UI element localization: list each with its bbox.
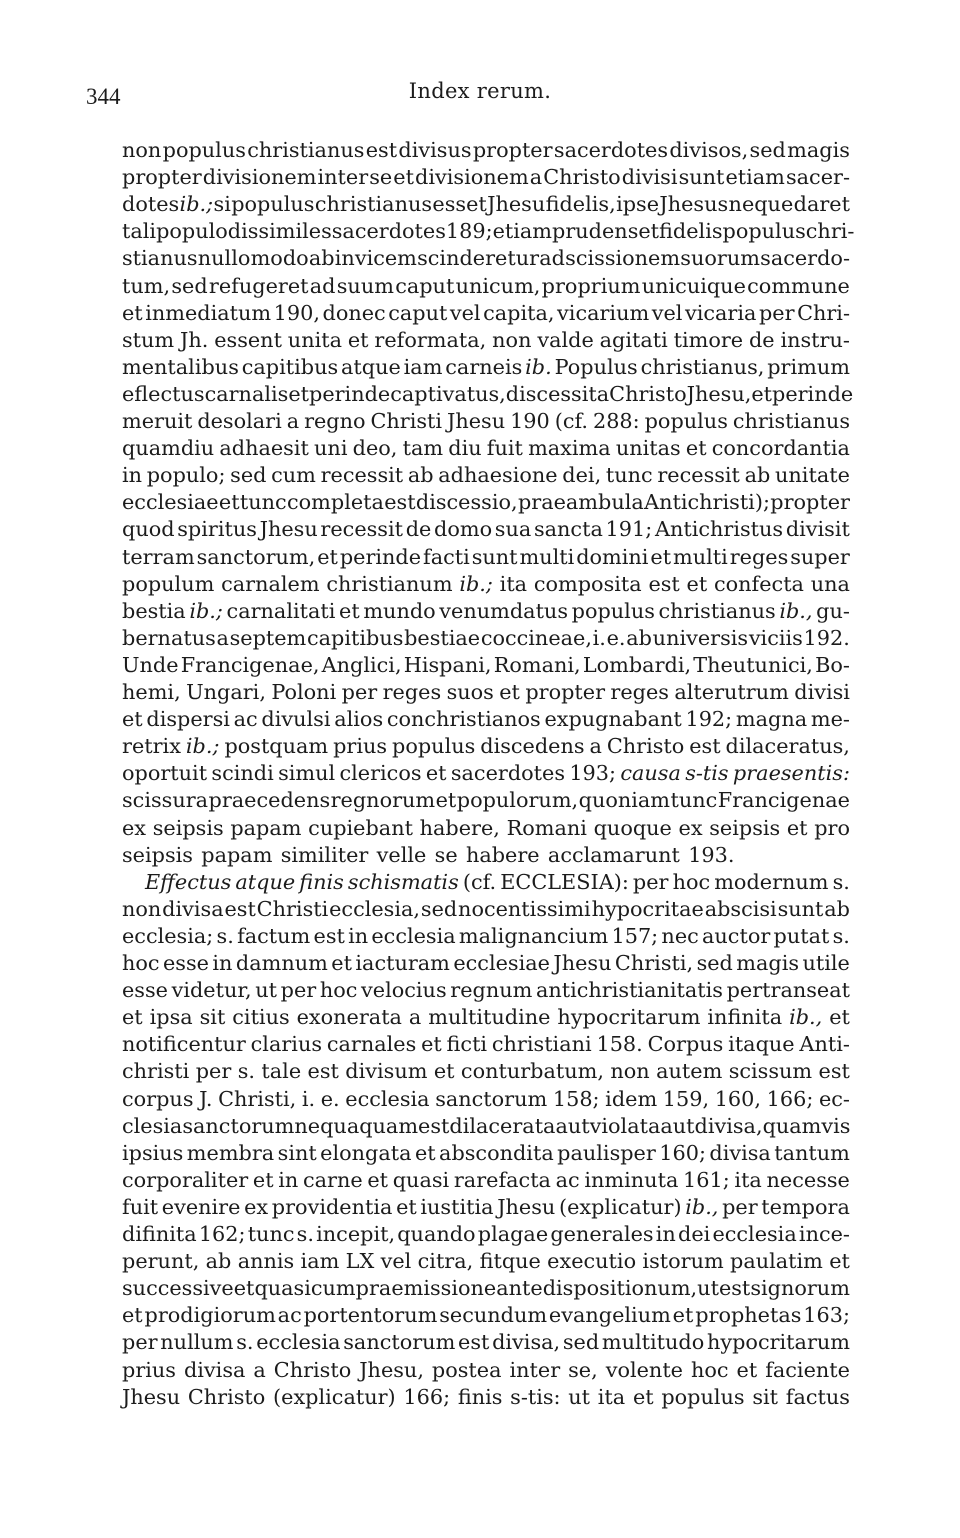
text-line: scissura praecedens regnorum et populorum, quoniam tunc Francigenae xyxy=(122,788,850,813)
running-head: Index rerum. xyxy=(408,79,552,103)
text-line: in populo; sed cum recessit ab adhaesione dei, tunc recessit ab unitate xyxy=(122,463,850,488)
text-line: non divisa est Christi ecclesia, sed nocentissimi hypocritae abscisi sunt ab xyxy=(122,896,850,921)
text-line: quod spiritus Jhesu recessit de domo sua sancta 191; Antichristus divisit xyxy=(122,517,850,542)
text-line: et ipsa sit citius exonerata a multitudine hypocritarum infinita ib., et xyxy=(122,1005,850,1030)
text-line: et dispersi ac divulsi alios conchristianos expugnabant 192; magna me- xyxy=(122,707,850,732)
text-line: stianus nullo modo ab invicem scinderetur ad scissionem suorum sacerdo- xyxy=(122,246,850,271)
text-line: perunt, ab annis iam LX vel citra, fitque executio istorum paulatim et xyxy=(122,1249,850,1274)
text-line: clesia sanctorum nequaquam est dilacerata aut violata aut divisa, quamvis xyxy=(122,1113,851,1138)
page-number: 344 xyxy=(86,84,121,109)
text-line: notificentur clarius carnales et ficti christiani 158. Corpus itaque Anti- xyxy=(122,1032,850,1057)
text-line: eflectus carnalis et perinde captivatus, discessit a Christo Jhesu, et perinde xyxy=(122,381,854,406)
text-line: difinita 162; tunc s. incepit, quando plagae generales in dei ecclesia ince- xyxy=(122,1222,850,1246)
text-line: esse videtur, ut per hoc velocius regnum antichristianitatis pertranseat xyxy=(122,978,850,1003)
text-line: ecclesia; s. factum est in ecclesia malignancium 157; nec auctor putat s. xyxy=(122,923,850,948)
text-line: et prodigiorum ac portentorum secundum evangelium et prophetas 163; xyxy=(122,1303,850,1328)
text-line: prius divisa a Christo Jhesu, postea inter se, volente hoc et faciente xyxy=(122,1357,850,1382)
text-line: Unde Francigenae, Anglici, Hispani, Romani, Lombardi, Theutunici, Bo- xyxy=(122,652,850,677)
text-line: quamdiu adhaesit uni deo, tam diu fuit maxima unitas et concordantia xyxy=(122,436,850,461)
text-line: dotes ib.; si populus christianus esset Jhesu fidelis, ipse Jhesus neque daret xyxy=(122,192,850,217)
text-line: ipsius membra sint elongata et abscondita paulisper 160; divisa tantum xyxy=(122,1140,850,1165)
text-line: tum, sed refugeret ad suum caput unicum, proprium unicuique commune xyxy=(122,273,850,298)
text-line: stum Jh. essent unita et reformata, non valde agitati timore de instru- xyxy=(122,327,850,352)
text-line: propter divisionem inter se et divisionem a Christo divisi sunt etiam sacer- xyxy=(122,165,850,190)
text-line: et inmediatum 190, donec caput vel capita, vicarium vel vicaria per Chri- xyxy=(122,300,850,325)
text-line: corporaliter et in carne et quasi rarefacta ac inminuta 161; ita necesse xyxy=(122,1167,850,1192)
text-line: bestia ib.; carnalitati et mundo venumdatus populus christianus ib., gu- xyxy=(122,598,850,623)
text-line: hemi, Ungari, Poloni per reges suos et propter reges alterutrum divisi xyxy=(122,680,850,704)
text-line: oportuit scindi simul clericos et sacerdotes 193; causa s-tis praesentis: xyxy=(122,761,850,786)
text-line: bernatus a septem capitibus bestiae coccineae, i. e. ab universis viciis 192. xyxy=(122,625,850,650)
text-line: successive et quasi cum praemissione antedispositionum, ut est signorum xyxy=(122,1276,850,1301)
text-line: seipsis papam similiter velle se habere acclamarunt 193. xyxy=(122,842,735,867)
text-line: ecclesiae et tunc completa est discessio, praeambula Antichristi); propter xyxy=(122,490,850,515)
text-line: meruit desolari a regno Christi Jhesu 190 (cf. 288: populus christianus xyxy=(122,409,850,433)
text-line: fuit evenire ex providentia et iustitia Jhesu (explicatur) ib., per tempora xyxy=(122,1194,850,1219)
text-line: tali populo dissimiles sacerdotes 189; etiam prudens et fidelis populus chri- xyxy=(122,219,855,244)
text-line: ex seipsis papam cupiebant habere, Romani quoque ex seipsis et pro xyxy=(122,815,850,840)
text-line: Effectus atque finis schismatis (cf. ECCLESIA): per hoc modernum s. xyxy=(145,869,850,894)
text-line: christi per s. tale est divisum et conturbatum, non autem scissum est xyxy=(122,1059,850,1084)
text-line: terram sanctorum, et perinde facti sunt multi domini et multi reges super xyxy=(122,544,850,569)
text-line: non populus christianus est divisus propter sacerdotes divisos, sed magis xyxy=(122,138,850,162)
text-line: corpus J. Christi, i. e. ecclesia sanctorum 158; idem 159, 160, 166; ec- xyxy=(122,1086,850,1111)
text-line: retrix ib.; postquam prius populus discedens a Christo est dilaceratus, xyxy=(122,734,850,759)
text-line: mentalibus capitibus atque iam carneis ib. Populus christianus, primum xyxy=(122,354,850,379)
text-line: Jhesu Christo (explicatur) 166; finis s-tis: ut ita et populus sit factus xyxy=(122,1384,850,1409)
text-line: per nullum s. ecclesia sanctorum est divisa, sed multitudo hypocritarum xyxy=(122,1330,850,1355)
text-line: hoc esse in damnum et iacturam ecclesiae Jhesu Christi, sed magis utile xyxy=(122,951,850,975)
text-line: populum carnalem christianum ib.; ita composita est et confecta una xyxy=(122,571,850,596)
